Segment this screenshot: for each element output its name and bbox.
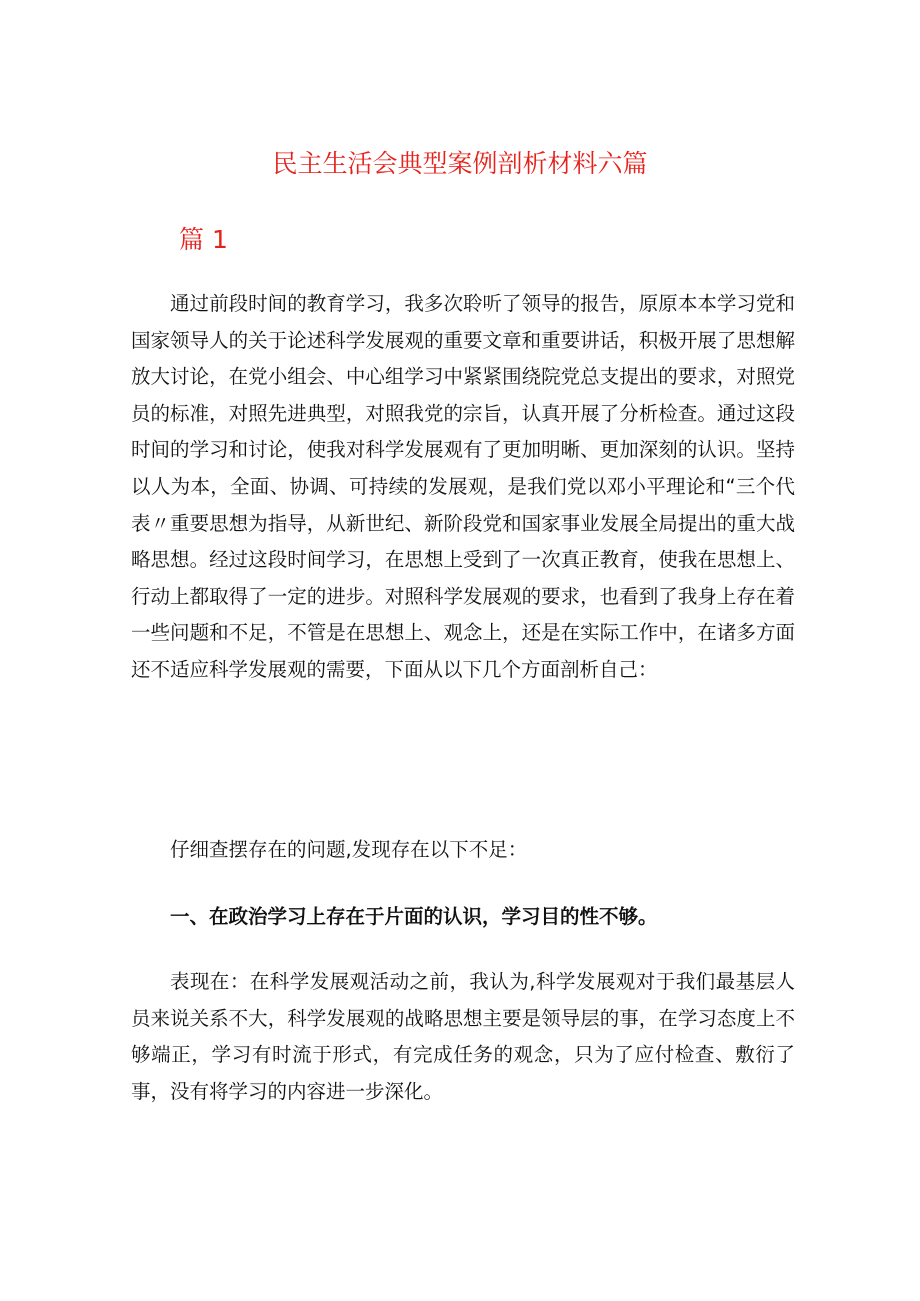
- body-paragraph-problems-lead: 仔细查摆存在的问题,发现存在以下不足：: [170, 838, 528, 861]
- body-paragraph-manifestation: 表现在：在科学发展观活动之前，我认为,科学发展观对于我们最基层人员来说关系不大，科学发展观的战略思想主要是领导层的事，在学习态度上不够端正，学习有时流于形式，有完成任务的观念，只为了应付检查、敷衍了事，没有将学习的内容进一步深化。: [131, 970, 795, 1103]
- document-title: 民主生活会典型案例剖析材料六篇: [272, 149, 648, 178]
- subheading-political-study: 一、在政治学习上存在于片面的认识，学习目的性不够。: [170, 905, 658, 928]
- body-paragraph-intro: 通过前段时间的教育学习，我多次聆听了领导的报告，原原本本学习党和国家领导人的关于论述科学发展观的重要文章和重要讲话，积极开展了思想解放大讨论，在党小组会、中心组学习中紧紧围绕院党总支提出的要求，对照党员的标准，对照先进典型，对照我党的宗旨，认真开展了分析检查。通过这段时间的学习和讨论，使我对科学发展观有了更加明晰、更加深刻的认识。坚持以人为本，全面、协调、可持续的发展观，是我们党以邓小平理论和“三个代表〃重要思想为指导，从新世纪、新阶段党和国家事业发展全局提出的重大战略思想。经过这段时间学习，在思想上受到了一次真正教育，使我在思想上、行动上都取得了一定的进步。对照科学发展观的要求，也看到了我身上存在着一些问题和不足，不管是在思想上、观念上，还是在实际工作中，在诸多方面还不适应科学发展观的需要，下面从以下几个方面剖析自己：: [131, 292, 795, 681]
- section-heading: 篇 1: [179, 225, 228, 254]
